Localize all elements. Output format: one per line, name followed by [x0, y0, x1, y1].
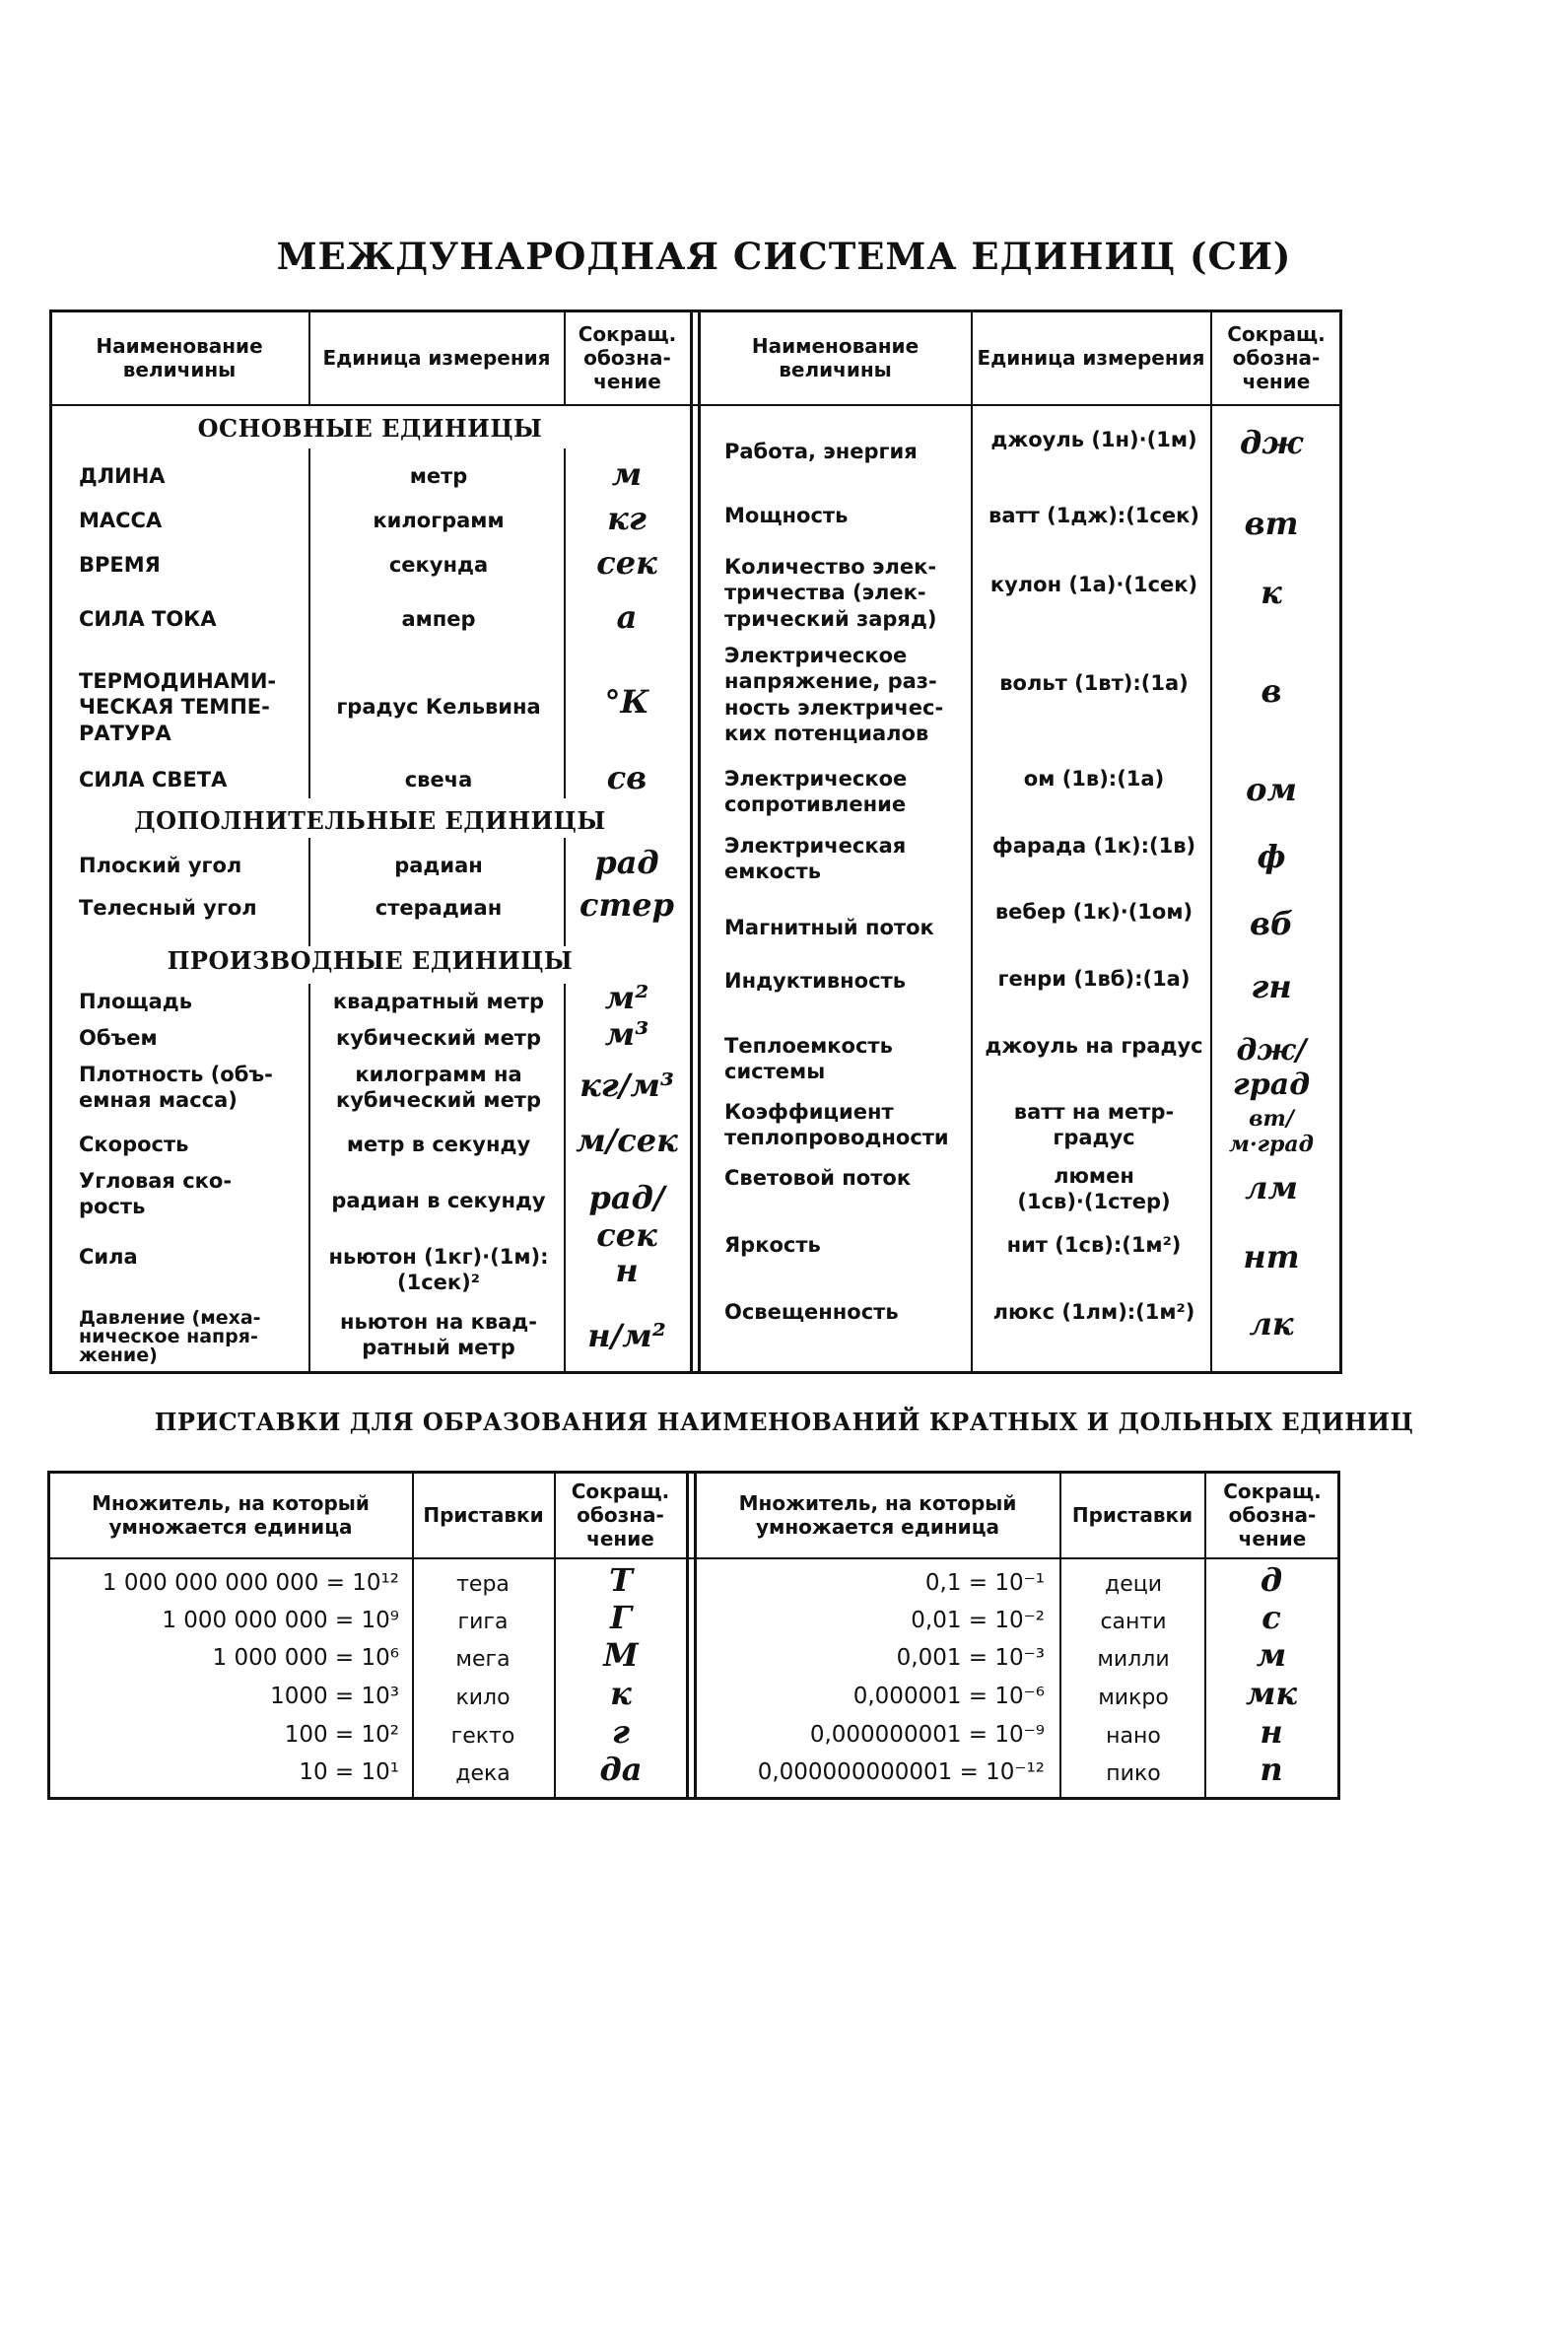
supp-row-unit: стерадиан	[375, 896, 503, 920]
derived-row-unit: метр в секунду	[346, 1133, 531, 1156]
prefix-name: милли	[1097, 1647, 1170, 1672]
col-divider	[308, 310, 310, 404]
derived-row-name: Электрическая емкость	[724, 834, 907, 884]
derived-row-abbr: рад/сек	[588, 1179, 665, 1254]
derived-row-abbr: вт/м·град	[1229, 1106, 1314, 1157]
base-row-abbr: кг	[607, 500, 647, 537]
col-divider	[308, 448, 310, 798]
header-multiplier: Множитель, на который умножается единица	[92, 1491, 370, 1539]
prefix-multiplier: 0,01 = 10⁻²	[911, 1608, 1045, 1633]
prefix-name: нано	[1106, 1724, 1161, 1749]
prefix-multiplier: 1000 = 10³	[270, 1684, 399, 1709]
derived-row-unit: квадратный метр	[332, 990, 545, 1013]
base-row-unit: свеча	[404, 768, 473, 792]
derived-row-unit: кулон (1а)·(1сек)	[989, 573, 1198, 596]
derived-row-abbr: нт	[1243, 1238, 1300, 1275]
supp-row-name: Плоский угол	[79, 854, 242, 877]
col-divider	[554, 1471, 556, 1800]
base-row-unit: килограмм	[373, 509, 505, 532]
prefix-name: мега	[455, 1647, 511, 1672]
prefix-abbr: с	[1261, 1599, 1281, 1636]
derived-row-unit: нит (1св):(1м²)	[1006, 1233, 1182, 1257]
base-row-unit: метр	[409, 464, 468, 488]
prefix-multiplier: 1 000 000 000 = 10⁹	[162, 1608, 399, 1633]
prefix-abbr: да	[599, 1751, 643, 1788]
section-derived: ПРОИЗВОДНЫЕ ЕДИНИЦЫ	[167, 946, 574, 975]
derived-row-abbr: лм	[1245, 1169, 1298, 1206]
derived-row-unit: джоуль на градус	[985, 1034, 1203, 1058]
center-divider	[694, 1471, 697, 1800]
header-unit: Единица измерения	[322, 346, 551, 370]
col-divider	[564, 310, 566, 404]
derived-row-abbr: м³	[604, 1015, 649, 1053]
prefix-title: ПРИСТАВКИ ДЛЯ ОБРАЗОВАНИЯ НАИМЕНОВАНИЙ КРАТНЫХ И ДОЛЬНЫХ ЕДИНИЦ	[154, 1408, 1414, 1436]
col-divider	[564, 448, 566, 798]
header-name: Наименование величины	[96, 334, 263, 381]
derived-row-unit: люкс (1лм):(1м²)	[992, 1300, 1195, 1324]
header-prefix: Приставки	[423, 1503, 544, 1527]
derived-row-abbr: м/сек	[576, 1122, 678, 1159]
derived-row-abbr: лк	[1249, 1305, 1294, 1343]
prefix-abbr: Г	[609, 1599, 633, 1636]
section-supplementary: ДОПОЛНИТЕЛЬНЫЕ ЕДИНИЦЫ	[134, 806, 606, 835]
prefix-abbr: Т	[609, 1561, 633, 1599]
base-row-unit: ампер	[401, 607, 476, 631]
prefix-multiplier: 1 000 000 = 10⁶	[212, 1645, 399, 1671]
prefix-multiplier: 0,000000001 = 10⁻⁹	[809, 1722, 1045, 1748]
derived-row-name: Объем	[79, 1026, 158, 1050]
derived-row-name: Площадь	[79, 990, 193, 1013]
supp-row-abbr: рад	[594, 844, 659, 881]
col-divider	[1059, 1471, 1061, 1800]
derived-row-unit: фарада (1к):(1в)	[991, 834, 1196, 858]
base-row-name: МАССА	[79, 509, 163, 532]
header-abbr: Сокращ. обозна-чение	[1223, 1480, 1322, 1550]
prefix-abbr: д	[1260, 1561, 1283, 1599]
prefix-name: санти	[1100, 1610, 1167, 1634]
derived-row-name: Световой поток	[724, 1166, 912, 1190]
base-row-name: ВРЕМЯ	[79, 553, 161, 577]
supp-row-abbr: стер	[579, 886, 675, 924]
derived-row-name: Количество элек-тричества (элек-трический заряд)	[724, 555, 937, 631]
col-divider	[308, 838, 310, 946]
derived-row-name: Давление (меха-ническое напря-жение)	[79, 1307, 261, 1366]
derived-row-unit: ньютон (1кг)·(1м):(1сек)²	[328, 1245, 549, 1295]
col-divider	[564, 838, 566, 946]
derived-row-unit: джоуль (1н)·(1м)	[990, 428, 1197, 451]
center-divider	[690, 310, 693, 1374]
header-name: Наименование величины	[751, 334, 920, 381]
derived-row-abbr: вб	[1249, 905, 1294, 942]
base-row-name: ТЕРМОДИНАМИ-ЧЕСКАЯ ТЕМПЕ-РАТУРА	[79, 669, 277, 745]
derived-row-name: Магнитный поток	[724, 916, 934, 939]
prefix-abbr: М	[603, 1636, 639, 1674]
derived-row-unit: кубический метр	[335, 1026, 542, 1050]
derived-row-name: Скорость	[79, 1133, 189, 1156]
derived-row-abbr: дж	[1239, 424, 1304, 461]
base-row-name: СИЛА СВЕТА	[79, 768, 228, 792]
derived-row-unit: радиан в секунду	[331, 1189, 546, 1212]
derived-row-abbr: гн	[1251, 968, 1292, 1005]
center-divider	[686, 1471, 689, 1800]
derived-row-name: Коэффициент теплопроводности	[724, 1100, 949, 1150]
derived-row-name: Сила	[79, 1245, 138, 1269]
derived-row-abbr: к	[1261, 574, 1282, 611]
derived-row-abbr: ф	[1257, 838, 1286, 875]
prefix-abbr: н	[1260, 1713, 1283, 1751]
col-divider	[308, 984, 310, 1374]
derived-row-unit: люмен (1св)·(1стер)	[1017, 1164, 1171, 1214]
derived-row-unit: ньютон на квад-ратный метр	[339, 1310, 537, 1360]
header-prefix: Приставки	[1071, 1503, 1193, 1527]
prefix-multiplier: 1 000 000 000 000 = 10¹²	[102, 1570, 399, 1596]
derived-row-abbr: н/м²	[587, 1317, 666, 1354]
prefix-abbr: п	[1260, 1751, 1283, 1788]
derived-row-unit: вебер (1к)·(1ом)	[994, 900, 1193, 924]
prefix-name: дека	[455, 1761, 511, 1786]
prefix-multiplier: 0,000001 = 10⁻⁶	[852, 1684, 1045, 1709]
prefix-multiplier: 0,000000000001 = 10⁻¹²	[757, 1759, 1045, 1785]
col-divider	[971, 310, 973, 1374]
derived-row-unit: генри (1вб):(1а)	[997, 967, 1191, 991]
derived-row-name: Яркость	[724, 1233, 821, 1257]
prefix-multiplier: 100 = 10²	[284, 1722, 399, 1748]
derived-row-name: Мощность	[724, 504, 849, 527]
base-row-unit: градус Кельвина	[336, 695, 541, 719]
prefix-name: кило	[455, 1686, 511, 1710]
prefix-abbr: мк	[1245, 1675, 1298, 1712]
derived-row-name: Электрическое сопротивление	[724, 767, 908, 817]
derived-row-abbr: в	[1261, 672, 1282, 710]
derived-row-unit: килограмм на кубический метр	[335, 1063, 542, 1113]
derived-row-abbr: м²	[604, 979, 649, 1016]
prefix-name: тера	[456, 1572, 510, 1597]
base-row-name: СИЛА ТОКА	[79, 607, 217, 631]
derived-row-unit: вольт (1вт):(1а)	[999, 671, 1189, 695]
prefix-multiplier: 0,1 = 10⁻¹	[924, 1570, 1045, 1596]
derived-row-unit: ватт (1дж):(1сек)	[989, 504, 1199, 527]
derived-row-abbr: кг/м³	[579, 1067, 674, 1104]
header-abbr: Сокращ. обозна-чение	[1227, 322, 1326, 393]
header-unit: Единица измерения	[977, 346, 1205, 370]
derived-row-unit: ом (1в):(1а)	[1023, 767, 1165, 791]
header-abbr: Сокращ. обозна-чение	[578, 322, 677, 393]
si-header-divider	[49, 404, 1342, 406]
header-multiplier: Множитель, на который умножается единица	[738, 1491, 1017, 1539]
prefix-name: микро	[1098, 1686, 1169, 1710]
derived-row-name: Электрическое напряжение, раз-ность электричес-ких потенциалов	[724, 644, 944, 745]
derived-row-name: Плотность (объ-емная масса)	[79, 1063, 273, 1113]
page-title: МЕЖДУНАРОДНАЯ СИСТЕМА ЕДИНИЦ (СИ)	[276, 235, 1292, 278]
prefix-multiplier: 0,001 = 10⁻³	[896, 1645, 1045, 1671]
derived-row-abbr: н	[615, 1252, 639, 1289]
prefix-multiplier: 10 = 10¹	[299, 1759, 399, 1785]
derived-row-name: Работа, энергия	[724, 440, 918, 463]
base-row-abbr: м	[611, 455, 643, 493]
base-row-abbr: а	[616, 598, 638, 636]
base-row-unit: секунда	[388, 553, 489, 577]
prefix-abbr: к	[610, 1675, 632, 1712]
header-abbr: Сокращ. обозна-чение	[571, 1480, 670, 1550]
supp-row-unit: радиан	[394, 854, 483, 877]
derived-row-name: Индуктивность	[724, 969, 906, 993]
derived-row-name: Угловая ско-рость	[79, 1169, 233, 1219]
derived-row-unit: ватт на метр-градус	[1013, 1100, 1175, 1150]
derived-row-name: Освещенность	[724, 1300, 899, 1324]
base-row-abbr: °К	[604, 683, 649, 721]
prefix-abbr: г	[612, 1713, 630, 1751]
derived-row-abbr: вт	[1244, 505, 1299, 542]
col-divider	[1204, 1471, 1206, 1800]
derived-row-name: Теплоемкость системы	[724, 1034, 893, 1084]
derived-row-abbr: ом	[1246, 771, 1297, 808]
base-row-abbr: св	[606, 759, 648, 796]
prefix-name: деци	[1104, 1572, 1163, 1597]
base-row-abbr: сек	[596, 544, 657, 582]
prefix-abbr: м	[1256, 1636, 1287, 1674]
prefix-name: пико	[1106, 1761, 1161, 1786]
prefix-name: гига	[457, 1610, 509, 1634]
col-divider	[564, 984, 566, 1374]
center-divider	[698, 310, 701, 1374]
section-base: ОСНОВНЫЕ ЕДИНИЦЫ	[197, 414, 543, 443]
derived-row-abbr: дж/град	[1232, 1033, 1311, 1102]
base-row-name: ДЛИНА	[79, 464, 166, 488]
prefix-name: гекто	[450, 1724, 515, 1749]
supp-row-name: Телесный угол	[79, 896, 257, 920]
